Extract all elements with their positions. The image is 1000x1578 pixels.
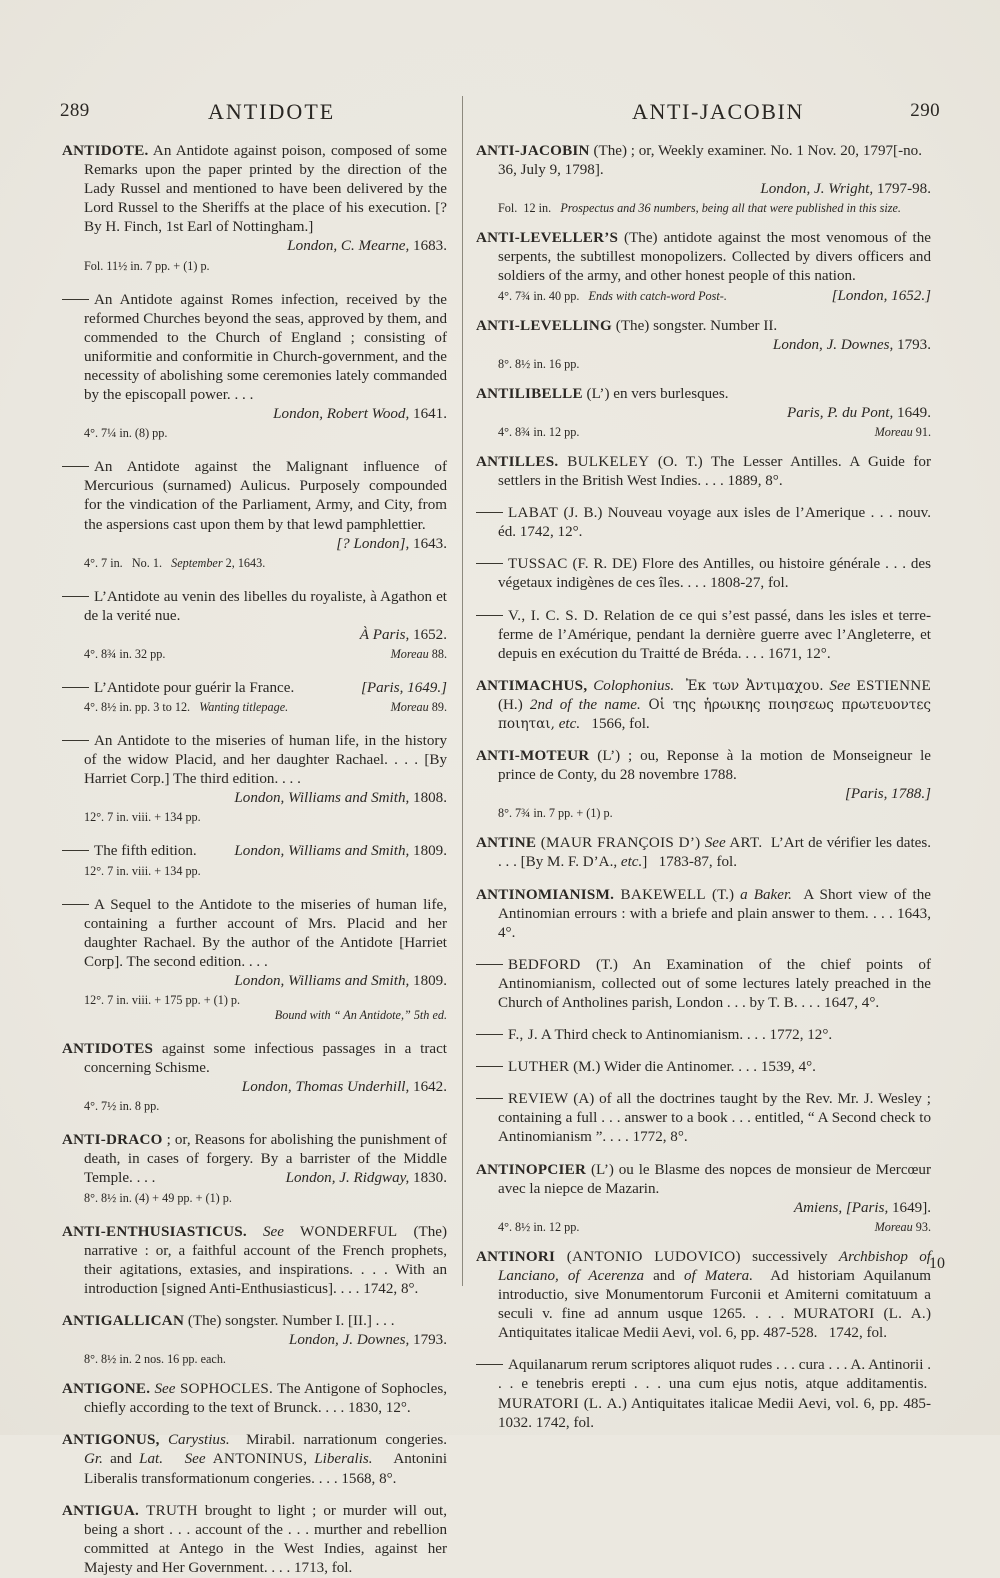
greek-title-2: Οἱ της ἡρωικης ποιησεως πρωτευοντες ποιηται, [498, 696, 931, 732]
entry-body: (T.) a Baker. A Short view of the Antinomian errours : with a briefe and plain answer to them. . . . 1643, 4°. [498, 886, 932, 941]
see-word: See [700, 835, 726, 852]
entry-body: A Sequel to the Antidote to the miseries of human life, containing a further account of Mrs. Placid and her daughter Rachael. By the author of the Antidote [Harriet Corp]. The second edition. . . . [84, 896, 447, 970]
entry-antidote-fifth-edition [62, 842, 447, 878]
author-name: V., I. C. S. D. [508, 607, 599, 624]
entry-body: The Antigone of Sophocles, chiefly according to the text of Brunck. . . . 1830, 12°. [84, 1381, 447, 1417]
running-head [60, 100, 940, 130]
entry-body: L’Art de vérifier les dates. . . . [By M. F. D’A., etc.] 1783-87, fol. [498, 835, 931, 871]
imprint: London, J. Wright, [760, 181, 874, 198]
entry-antinori-aquilanarum [476, 1356, 931, 1432]
imprint-line [476, 180, 931, 199]
entry-body: Mirabil. narrationum congeries. Gr. and Lat. See ANTONINUS, Liberalis. Antonini Liberalis transformationum congeries. . . . 1568, 8°. [84, 1432, 448, 1487]
inline-imprint: [London, 1652.] [831, 287, 931, 304]
headword: ANTI-MOTEUR [476, 748, 590, 765]
entry-body: The fifth edition. [94, 843, 197, 860]
entry-antine [476, 834, 931, 872]
signature-mark: 10 [929, 1255, 945, 1272]
collation-note: 4°. 7¼ in. (8) pp. [84, 426, 168, 441]
reference-citation: Moreau 93. [874, 1219, 931, 1234]
entry-body-2: etc. 1566, fol. [558, 715, 650, 732]
imprint-line [62, 972, 447, 991]
reference-citation: Moreau 91. [874, 424, 931, 439]
collation-note: 4°. 8½ in. pp. 3 to 12. Wanting titlepage. [84, 700, 289, 715]
collation-note: 4°. 8¾ in. 12 pp. [498, 424, 580, 439]
entry-body: An Antidote against Romes infection, received by the reformed Churches beyond the seas, approved by them, and commended to the Church of England ; consisting of uniformitie and conformitie in Church-government, and the necessity of abolishing some ceremonies lately commanded by the episcopall power. . . . [84, 291, 447, 404]
imprint-year: 1793. [893, 336, 931, 353]
headword: ANTILLES. [476, 453, 559, 470]
entry-antinomianism-review [476, 1090, 931, 1147]
imprint: London, Williams and Smith, [234, 972, 410, 989]
imprint-year: 1649]. [888, 1199, 931, 1216]
headword: ANTIMACHUS, [476, 677, 588, 694]
left-column [62, 142, 447, 1578]
entry-body: Aquilanarum rerum scriptores aliquot rudes . . . cura . . . A. Antinorii . . . e tenebris erepti . . . una cum ejus notis, atque additamentis. MURATORI (L. A.) Antiquitates italicae Medii Aevi, vol. 6, pp. 485-1032. 1742, fol. [498, 1357, 931, 1431]
entry-body: (F. R. DE) Flore des Antilles, ou histoire générale . . . des végetaux indigènes de ces îles. . . . 1808-27, fol. [498, 556, 931, 592]
headword: ANTI-ENTHUSIASTICUS. [62, 1223, 247, 1240]
entry-body: L’Antidote au venin des libelles du royaliste, à Agathon et de la verité nue. [84, 588, 447, 624]
entry-anti-draco [62, 1131, 447, 1205]
author-name: (MAUR FRANÇOIS D’) [536, 835, 701, 852]
entry-antinomianism-luther [476, 1058, 931, 1077]
entry-anti-levelling [476, 317, 931, 372]
entry-antilles-tussac [476, 555, 931, 593]
imprint-line [62, 1078, 447, 1097]
entry-antigone [62, 1380, 447, 1418]
imprint-year: 1808. [409, 790, 447, 807]
repeat-dash [476, 1364, 503, 1365]
entry-antidote-miseries-human-life [62, 732, 447, 825]
author-name: LUTHER [508, 1059, 570, 1076]
headword: ANTINOPCIER [476, 1161, 587, 1178]
imprint-year: 1683. [409, 238, 447, 255]
see-reference: ESTIENNE [850, 677, 931, 694]
entry-body: (H.) 2nd of the name. [498, 696, 641, 713]
repeat-dash [62, 850, 89, 851]
imprint-year: 1641. [409, 406, 447, 423]
entry-antidote-mercurious-aulicus [62, 458, 447, 570]
repeat-dash [62, 299, 89, 300]
headword: ANTIGUA. [62, 1502, 140, 1519]
see-word: See [246, 1223, 284, 1240]
author-name: F., J. [508, 1027, 538, 1044]
collation-note: 12°. 7 in. viii. + 134 pp. [84, 810, 201, 825]
repeat-dash [476, 563, 503, 564]
repeat-dash [476, 964, 503, 965]
headword: ANTI-LEVELLER’S [476, 230, 619, 247]
reference-citation: Moreau 88. [390, 646, 447, 661]
imprint-line [62, 237, 447, 256]
qualifier: Colophonius. [587, 677, 675, 694]
author-name: REVIEW [508, 1091, 569, 1108]
entry-body: An Antidote to the miseries of human life, in the history of the widow Placid, and her daughter Rachael. . . . [By Harriet Corp.] The third edition. . . . [84, 733, 447, 788]
see-reference: WONDERFUL [283, 1223, 398, 1240]
repeat-dash [62, 596, 89, 597]
entry-body: successively Archbishop of Lanciano, of Acerenza and of Matera. Ad historiam Aquilanum introductio, sive Monumentorum Furconii et Amiterni comitatuum a seculi v. fine ad annum usque 1265. . . . MURATORI (L. A.) Antiquitates italicae Medii Aevi, vol. 6, pp. 487-528. 1742, fol. [498, 1248, 931, 1342]
entry-body: (The) songster. Number I. [II.] . . . [184, 1312, 395, 1329]
entry-antilles-v [476, 607, 931, 664]
repeat-dash [62, 466, 89, 467]
inline-imprint: London, J. Ridgway, 1830. [285, 1170, 447, 1187]
entry-antilles-labat [476, 504, 931, 542]
collation-note: 4°. 7¾ in. 40 pp. Ends with catch-word Post-. [498, 288, 727, 303]
imprint-year: 1797-98. [873, 181, 931, 198]
headword: ANTIGONUS, [62, 1432, 160, 1449]
entry-body: L’Antidote pour guérir la France. [94, 679, 295, 696]
author-name: (ANTONIO LUDOVICO) [555, 1248, 741, 1265]
collation-italic: Prospectus and 36 numbers, being all that were published in this size. [560, 201, 901, 216]
imprint: London, Robert Wood, [273, 406, 410, 423]
imprint: London, J. Downes, [772, 336, 894, 353]
headword: ANTINE [476, 835, 537, 852]
binding-note: Bound with “ An Antidote,” 5th ed. [274, 1008, 447, 1022]
collation-note: 12°. 7 in. viii. + 134 pp. [84, 863, 201, 878]
imprint-line [476, 785, 931, 804]
imprint: London, Williams and Smith, [234, 790, 410, 807]
entry-body: (O. T.) The Lesser Antilles. A Guide for settlers in the British West Indies. . . . 1889, 8°. [498, 453, 932, 490]
entry-antilles-bulkeley [476, 453, 931, 491]
entry-antigonus [62, 1431, 447, 1488]
entry-body: against some infectious passages in a tract concerning Schisme. [84, 1041, 447, 1077]
repeat-dash [476, 512, 503, 513]
see-word: See [823, 677, 851, 694]
inline-imprint: [Paris, 1649.] [361, 679, 447, 696]
imprint-line [62, 1331, 447, 1350]
imprint: London, Thomas Underhill, [241, 1079, 410, 1096]
imprint-line [62, 405, 447, 424]
imprint-year: 1652. [409, 626, 447, 643]
collation-note: 8°. 8½ in. 2 nos. 16 pp. each. [84, 1352, 226, 1367]
author-name: BEDFORD [508, 956, 581, 973]
entry-antidote-poison [62, 142, 447, 274]
imprint-line [62, 626, 447, 645]
see-reference: SOPHOCLES. [175, 1381, 274, 1398]
collation-note: 4°. 8¾ in. 32 pp. [84, 646, 166, 661]
right-column [476, 142, 931, 1433]
entry-body: (A) of all the doctrines taught by the Rev. Mr. J. Wesley ; containing a full . . . answer to a book . . . entitled, “ A Second check to Antinomianism ”. . . . 1772, 8°. [498, 1091, 931, 1146]
collation-note: 8°. 8½ in. 16 pp. [498, 356, 580, 371]
imprint-line [476, 1199, 931, 1218]
headword: ANTIGALLICAN [62, 1312, 185, 1329]
entry-antidotes-schisme [62, 1040, 447, 1114]
entry-body: ; or, Reasons for abolishing the punishment of death, in cases of forgery. By a barrister of the Middle Temple. . . . [84, 1132, 447, 1187]
entry-antidote-sequel [62, 896, 447, 1023]
collation-note: 4°. 7½ in. 8 pp. [84, 1099, 160, 1114]
author-name: TUSSAC [508, 556, 568, 573]
entry-body: An Antidote against the Malignant influence of Mercurious (surnamed) Aulicus. Purposely compounded for the vindication of the Parliament, Army, and City, from the aspersions cast upon them by that lewd pamphlettier. [84, 459, 447, 533]
repeat-dash [62, 687, 89, 688]
imprint-line [476, 404, 931, 423]
entry-anti-levellers [476, 229, 931, 303]
entry-body: (The) songster. Number II. [612, 317, 778, 334]
entry-body: An Antidote against poison, composed of some Remarks upon the paper printed by the direction of the Lady Russel and mentioned to have been delivered by the Lord Russel to the Sheriffs at the place of his execution. [? By H. Finch, 1st Earl of Nottingham.] [84, 143, 447, 236]
collation-row [476, 425, 931, 440]
author-name: BULKELEY [558, 453, 650, 470]
entry-body: A Third check to Antinomianism. . . . 1772, 12°. [537, 1027, 833, 1044]
collation-note: 4°. 7 in. No. 1. September 2, 1643. [84, 555, 266, 570]
imprint-line [62, 789, 447, 808]
entry-antimachus [476, 677, 931, 734]
repeat-dash [62, 740, 89, 741]
entry-body: (J. B.) Nouveau voyage aux isles de l’Amerique . . . nouv. éd. 1742, 12°. [498, 505, 931, 541]
entry-body: (T.) An Examination of the chief points of Antinomianism, collected out of some lectures lately preached in the Church of Antholines parish, London . . . by T. B. . . . 1647, 4°. [498, 956, 931, 1011]
entry-antigallican [62, 1312, 447, 1367]
author-name: LABAT [508, 505, 559, 522]
entry-body: (M.) Wider die Antinomer. . . . 1539, 4°. [569, 1059, 816, 1076]
headword: ANTILIBELLE [476, 385, 583, 402]
entry-body: (The) antidote against the most venomous of the serpents, the subtillest monopolizers. Collected by divers officers and soldiers of the army, and other honest people of this nation. [498, 230, 931, 285]
imprint: À Paris, [359, 626, 410, 643]
collation-note: 12°. 7 in. viii. + 175 pp. + (1) p. [84, 993, 241, 1007]
headword: ANTINOMIANISM. [476, 886, 615, 903]
entry-anti-moteur [476, 747, 931, 821]
author-name: BAKEWELL [614, 886, 706, 903]
entry-anti-jacobin [476, 142, 931, 216]
entry-antidote-romes-infection [62, 291, 447, 442]
column-divider-rule [462, 96, 463, 1286]
collation-row [476, 1220, 931, 1235]
see-word: See [150, 1381, 176, 1398]
collation-note: 4°. 8½ in. 12 pp. [498, 1219, 580, 1234]
collation-note: 8°. 7¾ in. 7 pp. + (1) p. [498, 806, 613, 821]
entry-body: (The) narrative : or, a faithful account of the French prophets, their agitations, extasies, and inspirations. . . . With an introduction [signed Anti-Enthusiasticus]. . . . 1742, 8°. [84, 1223, 447, 1297]
see-reference: TRUTH [139, 1502, 198, 1519]
running-title-right: ANTI-JACOBIN [632, 99, 804, 124]
repeat-dash [476, 1066, 503, 1067]
imprint: London, J. Downes, [288, 1332, 410, 1349]
entry-body: (The) ; or, Weekly examiner. No. 1 Nov. 20, 1797[-no. 36, July 9, 1798]. [498, 143, 922, 179]
qualifier: Carystius. [159, 1432, 230, 1449]
repeat-dash [476, 1034, 503, 1035]
collation-italic: Ends with catch-word Post-. [588, 288, 727, 303]
imprint: [? London], [336, 535, 410, 552]
imprint: [Paris, 1788.] [845, 786, 931, 803]
repeat-dash [476, 615, 503, 616]
entry-body: Relation de ce qui s’est passé, dans les isles et terre-ferme de l’Amérique, pendant la dernière guerre avec l’Angleterre, et depuis en exécution du Traitté de Bréda. . . . 1671, 12°. [498, 607, 932, 662]
page-number-left: 289 [60, 100, 90, 121]
imprint-year: 1809. [409, 972, 447, 989]
entry-antidote-guerir-france [62, 679, 447, 715]
collation-row [62, 700, 447, 715]
inline-imprint: London, Williams and Smith, 1809. [234, 843, 447, 860]
headword: ANTI-DRACO [62, 1132, 163, 1149]
entry-antinomianism-bakewell [476, 886, 931, 943]
entry-anti-enthusiasticus [62, 1223, 447, 1299]
entry-body: brought to light ; or murder will out, being a short . . . account of the . . . murther and rebellion committed at Antego in the West Indies, against her Majesty and Her Government. . . . 1713, fol. [84, 1502, 448, 1576]
collation-note: Fol. 12 in. Prospectus and 36 numbers, being all that were published in this size. [498, 201, 901, 216]
imprint: London, C. Mearne, [287, 238, 410, 255]
entry-body: (L’) en vers burlesques. [582, 385, 729, 402]
running-title-left: ANTIDOTE [208, 99, 336, 124]
collation-italic: Wanting titlepage. [199, 700, 289, 715]
imprint-year: 1642. [409, 1079, 447, 1096]
page-number-right: 290 [910, 100, 940, 121]
entry-antinori [476, 1248, 931, 1343]
entry-antinomianism-f-j [476, 1026, 931, 1045]
entry-antinomianism-bedford [476, 956, 931, 1013]
entry-antinopcier [476, 1161, 931, 1235]
greek-title: Ἐκ των Ἀντιμαχου. [685, 677, 824, 694]
headword: ANTI-LEVELLING [476, 317, 613, 334]
entry-body: (L’) ou le Blasme des nopces de monsieur de Mercœur avec la niepce de Mazarin. [498, 1161, 931, 1197]
entry-antigua [62, 1502, 447, 1578]
see-reference: ART. [725, 835, 763, 852]
repeat-dash [62, 904, 89, 905]
headword: ANTIGONE. [62, 1381, 151, 1398]
repeat-dash [476, 1098, 503, 1099]
entry-antilibelle [476, 385, 931, 440]
collation-italic: September [171, 555, 223, 570]
headword: ANTINORI [476, 1248, 556, 1265]
collation-row [62, 647, 447, 662]
imprint-line [476, 336, 931, 355]
imprint: Paris, P. du Pont, [787, 404, 894, 421]
collation-note: Fol. 11½ in. 7 pp. + (1) p. [84, 258, 210, 273]
headword: ANTI-JACOBIN [476, 143, 590, 159]
imprint: Amiens, [Paris, [793, 1199, 889, 1216]
entry-body: (L’) ; ou, Reponse à la motion de Monseigneur le prince de Conty, du 28 novembre 1788. [498, 748, 931, 784]
imprint-line [62, 535, 447, 554]
entry-antidote-venin-libelles [62, 588, 447, 662]
imprint-year: 1649. [893, 404, 931, 421]
headword: ANTIDOTES [62, 1041, 154, 1057]
headword: ANTIDOTE. [62, 143, 149, 159]
collation-note: 8°. 8½ in. (4) + 49 pp. + (1) p. [84, 1190, 232, 1205]
reference-citation: Moreau 89. [390, 700, 447, 715]
imprint-year: 1793. [409, 1332, 447, 1349]
imprint-year: 1643. [409, 535, 447, 552]
